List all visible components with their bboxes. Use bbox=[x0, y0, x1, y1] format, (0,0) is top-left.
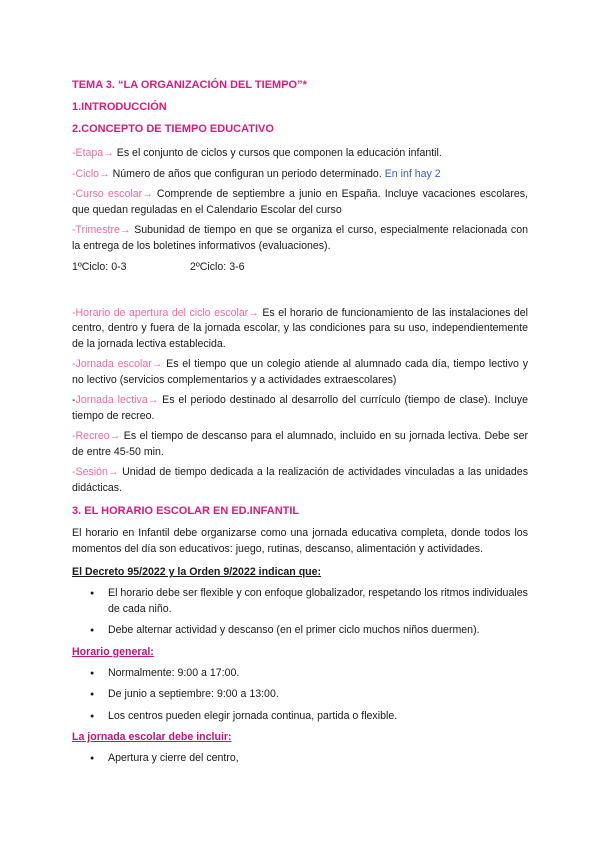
definition-ciclo bbox=[72, 167, 528, 183]
document-title: TEMA 3. “LA ORGANIZACIÓN DEL TIEMPO”* bbox=[72, 79, 307, 91]
term-curso: -Curso escolar→ bbox=[72, 188, 153, 200]
cycle-2: 2ºCiclo: 3-6 bbox=[190, 261, 245, 273]
term-ciclo: -Ciclo→ bbox=[72, 167, 110, 180]
intro-paragraph: El horario en Infantil debe organizarse como una jornada educativa completa, donde todos los momentos del día son educativos: juego, rutinas, descanso, alimentación y actividades. bbox=[72, 527, 528, 555]
text-recreo: Es el tiempo de descanso para el alumnado, incluido en su jornada lectiva. Debe ser de entre 45-50 min. bbox=[72, 430, 528, 458]
note-ciclo: En inf hay 2 bbox=[384, 167, 441, 180]
definition-horario-apertura bbox=[72, 306, 528, 353]
dash-jornada-lectiva: - bbox=[72, 394, 76, 406]
horario-general-list bbox=[72, 666, 528, 725]
decreto-list bbox=[72, 586, 528, 639]
term-trimestre: -Trimestre→ bbox=[72, 224, 131, 236]
list-item: ● Normalmente: 9:00 a 17:00. bbox=[108, 666, 528, 682]
decreto-heading: El Decreto 95/2022 y la Orden 9/2022 indican que: bbox=[72, 566, 322, 578]
text-etapa: Es el conjunto de ciclos y cursos que componen la educación infantil. bbox=[113, 147, 442, 159]
definition-recreo bbox=[72, 429, 528, 460]
term-jornada-lectiva: Jornada lectiva→ bbox=[75, 394, 159, 406]
list-item: ● Los centros pueden elegir jornada continua, partida o flexible. bbox=[108, 709, 528, 725]
section-heading-time-concept: 2.CONCEPTO DE TIEMPO EDUCATIVO bbox=[72, 123, 274, 135]
list-item: ● El horario debe ser flexible y con enfoque globalizador, respetando los ritmos individuales de cada niño. bbox=[108, 586, 528, 617]
text-ciclo: Número de años que configuran un periodo determinado. bbox=[109, 167, 385, 180]
definition-curso bbox=[72, 187, 528, 218]
list-item: ● Apertura y cierre del centro, bbox=[108, 751, 528, 767]
list-item: ● De junio a septiembre: 9:00 a 13:00. bbox=[108, 687, 528, 703]
text-jornada-escolar: Es el tiempo que un colegio atiende al alumnado cada día, tiempo lectivo y no lectivo (servicios complementarios y a actividades extraescolares) bbox=[72, 358, 529, 386]
term-recreo: -Recreo→ bbox=[72, 430, 121, 442]
cycle-ranges bbox=[72, 260, 528, 276]
definition-sesion bbox=[72, 465, 528, 496]
section-heading-horario-escolar: 3. EL HORARIO ESCOLAR EN ED.INFANTIL bbox=[72, 505, 300, 517]
text-horario-apertura: Es el horario de funcionamiento de las instalaciones del centro, dentro y fuera de la jornada escolar, y las condiciones para su uso, independientemente de la jornada lectiva establecida. bbox=[72, 306, 529, 350]
jornada-incluir-list bbox=[72, 751, 528, 767]
list-item: ● Debe alternar actividad y descanso (en el primer ciclo muchos niños duermen). bbox=[108, 623, 528, 639]
text-trimestre: Subunidad de tiempo en que se organiza el curso, especialmente relacionada con la entrega de los boletines informativos (evaluaciones). bbox=[72, 224, 528, 252]
definition-trimestre bbox=[72, 223, 528, 254]
text-curso: Comprende de septiembre a junio en España. Incluye vacaciones escolares, que quedan reguladas en el Calendario Escolar del curso bbox=[72, 188, 528, 216]
text-jornada-lectiva: Es el periodo destinado al desarrollo del currículo (tiempo de clase). Incluye tiempo de recreo. bbox=[72, 394, 528, 422]
term-jornada-escolar: -Jornada escolar→ bbox=[72, 358, 163, 370]
term-horario-apertura: -Horario de apertura del ciclo escolar→ bbox=[72, 306, 259, 319]
definition-jornada-lectiva bbox=[72, 393, 528, 424]
term-etapa: -Etapa→ bbox=[72, 147, 114, 159]
section-heading-introduction: 1.INTRODUCCIÓN bbox=[72, 101, 167, 113]
definition-etapa bbox=[72, 146, 528, 162]
cycle-1: 1ºCiclo: 0-3 bbox=[72, 261, 127, 273]
jornada-incluir-heading: La jornada escolar debe incluir: bbox=[72, 731, 232, 743]
definition-jornada-escolar bbox=[72, 357, 528, 388]
text-sesion: Unidad de tiempo dedicada a la realización de actividades vinculadas a las unidades didácticas. bbox=[72, 466, 528, 494]
horario-general-heading: Horario general: bbox=[72, 645, 154, 658]
term-sesion: -Sesión→ bbox=[72, 466, 119, 478]
